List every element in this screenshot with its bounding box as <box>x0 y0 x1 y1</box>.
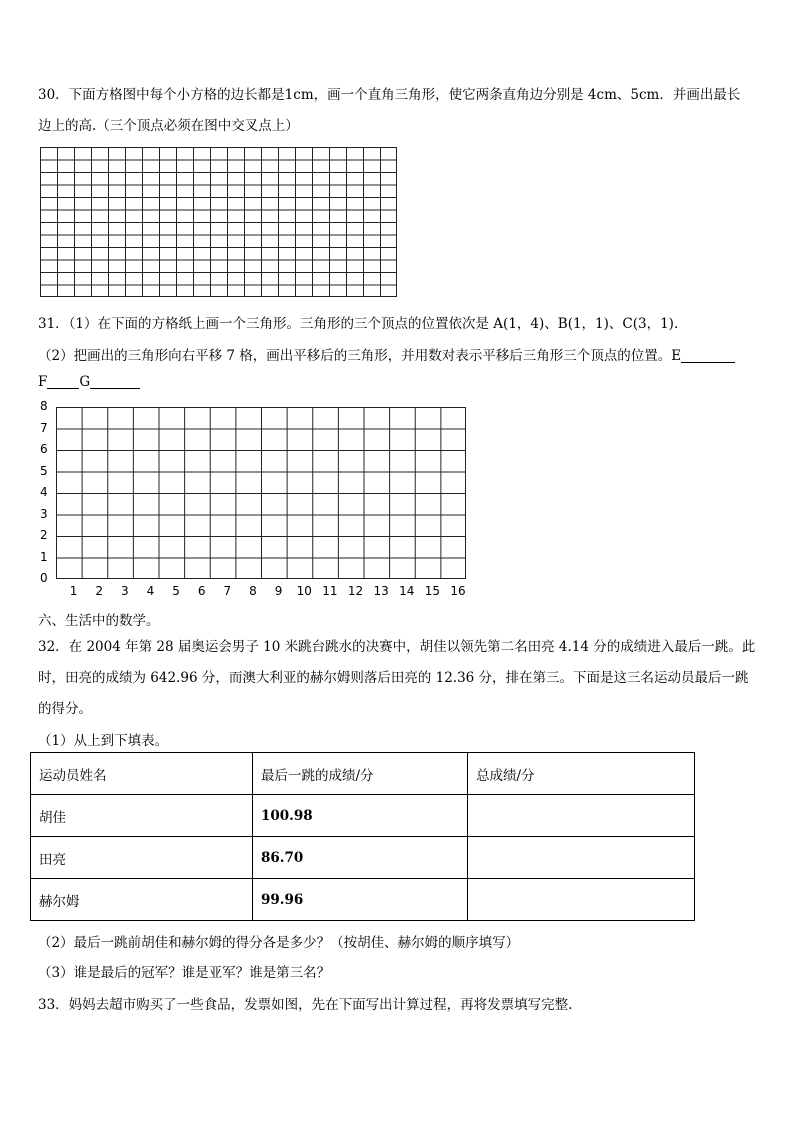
table-row <box>31 879 695 921</box>
x-tick-label: 15 <box>424 584 441 598</box>
q30-text-line1: 30．下面方格图中每个小方格的边长都是1cm，画一个直角三角形，使它两条直角边分别是 4cm、5cm．并画出最长 <box>38 87 741 103</box>
x-tick-label: 1 <box>69 584 78 598</box>
total-score-cell[interactable] <box>468 837 695 879</box>
q32-part3: （3）谁是最后的冠军？谁是亚军？谁是第三名？ <box>38 965 331 981</box>
y-tick-label: 4 <box>40 485 48 499</box>
header-last-dive: 最后一跳的成绩/分 <box>253 753 468 795</box>
x-tick-label: 7 <box>223 584 232 598</box>
y-tick-label: 0 <box>40 571 48 585</box>
q32-text-line1: 32．在 2004 年第 28 届奥运会男子 10 米跳台跳水的决赛中，胡佳以领先第二名田亮 4.14 分的成绩进入最后一跳。此 <box>38 639 756 655</box>
x-tick-label: 13 <box>373 584 389 598</box>
athlete-name: 胡佳 <box>31 795 253 837</box>
q30-text-line2: 边上的高.（三个顶点必须在图中交叉点上） <box>38 118 299 134</box>
q31-coordinate-grid[interactable] <box>56 407 466 579</box>
y-tick-label: 3 <box>40 506 48 521</box>
total-score-cell[interactable] <box>468 879 695 921</box>
answer-blank-f[interactable] <box>47 374 79 389</box>
q33-text-line1: 33．妈妈去超市购买了一些食品，发票如图，先在下面写出计算过程，再将发票填写完整. <box>38 997 573 1013</box>
y-tick-label: 7 <box>40 420 48 435</box>
total-score-cell[interactable] <box>468 795 695 837</box>
q32-part2: （2）最后一跳前胡佳和赫尔姆的得分各是多少？（按胡佳、赫尔姆的顺序填写） <box>38 935 520 951</box>
table-row <box>31 837 695 879</box>
x-tick-label: 11 <box>322 584 338 598</box>
last-dive-score: 86.70 <box>253 837 468 879</box>
q30-square-grid[interactable] <box>40 147 397 297</box>
q31-text-line2 <box>38 344 735 364</box>
header-athlete-name: 运动员姓名 <box>31 753 253 795</box>
x-tick-label: 5 <box>172 584 180 598</box>
x-tick-label: 6 <box>197 584 206 598</box>
answer-blank-g[interactable] <box>90 374 140 389</box>
q31-text-line1: 31．（1）在下面的方格纸上画一个三角形。三角形的三个顶点的位置依次是 A(1，4)、B(1，1)、C(3，1). <box>38 316 679 332</box>
label-g: G <box>79 374 91 390</box>
x-tick-label: 8 <box>249 584 257 598</box>
score-table <box>30 752 695 921</box>
x-tick-label: 14 <box>399 584 415 598</box>
last-dive-score: 100.98 <box>253 795 468 837</box>
y-tick-label: 5 <box>40 463 48 478</box>
table-header-row <box>31 753 695 795</box>
label-f: F <box>38 374 48 390</box>
q32-part1: （1）从上到下填表。 <box>38 733 169 749</box>
x-tick-label: 10 <box>296 584 312 598</box>
athlete-name: 田亮 <box>31 837 253 879</box>
x-tick-label: 12 <box>347 584 364 598</box>
y-tick-label: 1 <box>40 549 48 564</box>
header-total-score: 总成绩/分 <box>468 753 695 795</box>
q31-answer-line <box>38 374 140 390</box>
answer-blank-e[interactable] <box>681 348 735 363</box>
q32-text-line2: 时，田亮的成绩为 642.96 分，而澳大利亚的赫尔姆则落后田亮的 12.36 分，排在第三。下面是这三名运动员最后一跳 <box>38 670 749 686</box>
y-tick-label: 2 <box>40 528 48 542</box>
last-dive-score: 99.96 <box>253 879 468 921</box>
y-tick-label: 6 <box>40 442 48 456</box>
athlete-name: 赫尔姆 <box>31 879 253 921</box>
table-row <box>31 795 695 837</box>
y-tick-label: 8 <box>40 399 48 413</box>
q31-text-part2: （2）把画出的三角形向右平移 7 格，画出平移后的三角形，并用数对表示平移后三角形三个顶点的位置。E <box>38 348 682 364</box>
x-tick-label: 16 <box>450 584 466 598</box>
x-tick-label: 9 <box>274 584 283 598</box>
section6-title: 六、生活中的数学。 <box>38 613 160 629</box>
x-tick-label: 3 <box>121 584 129 598</box>
x-tick-label: 2 <box>95 584 104 598</box>
q32-text-line3: 的得分。 <box>38 701 92 717</box>
x-tick-label: 4 <box>146 584 155 598</box>
